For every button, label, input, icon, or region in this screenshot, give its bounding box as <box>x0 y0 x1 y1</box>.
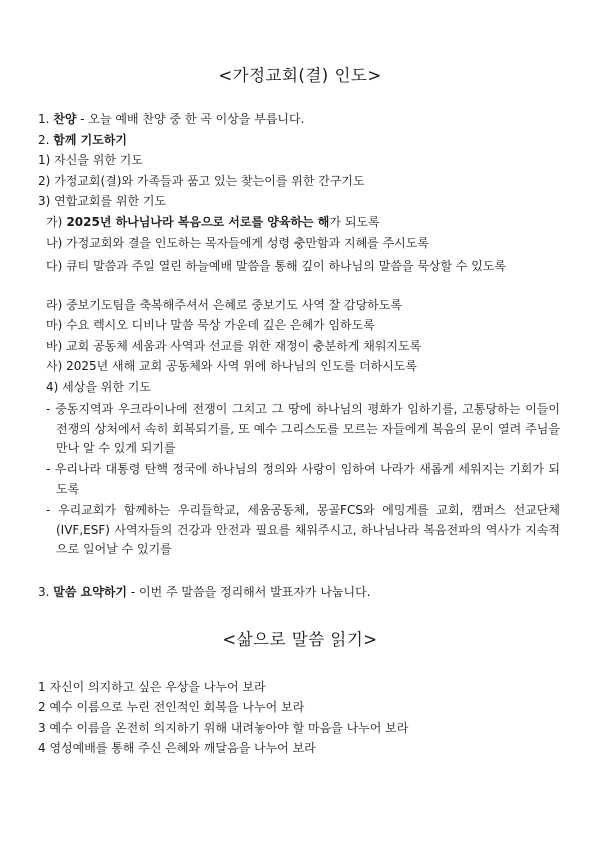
church-prayer-ma: 마) 수요 렉시오 디비나 말씀 묵상 가운데 깊은 은혜가 임하도록 <box>46 318 375 332</box>
world-prayer-ministry: - 우리교회가 함께하는 우리들학교, 세움공동체, 몽골FCS와 에밍게를 교회, 캠퍼스 선교단체(IVF,ESF) 사역자들의 건강과 안전과 필요를 채워주시고, 하나님나라 복음전파의 역사가 지속적으로 일어날 수 있기를 <box>46 503 560 556</box>
item-text-praise: - 오늘 예배 찬양 중 한 곡 이상을 부릅니다. <box>76 112 305 126</box>
question-item: 3 예수 이름을 온전히 의지하기 위해 내려놓아야 할 마음을 나누어 보라 <box>38 721 409 735</box>
section-title-house-church: <가정교회(결) 인도> <box>218 66 382 85</box>
church-prayer-ba: 바) 교회 공동체 세움과 사역과 선교를 위한 재정이 충분하게 채워지도록 <box>46 339 422 353</box>
item-summary <box>38 584 371 600</box>
item-label-prayer: 함께 기도하기 <box>53 133 128 147</box>
sub-prefix: 가) <box>46 215 63 229</box>
yearly-theme: 2025년 하나님나라 복음으로 서로를 양육하는 해 <box>62 215 330 229</box>
item-label-praise: 찬양 <box>53 112 77 126</box>
church-prayer-sa: 사) 2025년 새해 교회 공동체와 사역 위에 하나님의 인도를 더하시도록 <box>46 359 417 373</box>
section-title-word-life: <삶으로 말씀 읽기> <box>222 630 378 649</box>
church-prayer-ra: 라) 중보기도팀을 축복해주셔서 은혜로 중보기도 사역 잘 감당하도록 <box>46 298 402 312</box>
item-number: 3. <box>38 585 50 599</box>
item-number: 1. <box>38 112 50 126</box>
question-item: 4 영성예배를 통해 주신 은혜와 깨달음을 나누어 보라 <box>38 741 316 755</box>
church-prayer-ga <box>46 214 380 230</box>
church-prayer-da-text: 다) 큐티 말씀과 주일 열린 하늘예배 말씀을 통해 깊이 하나님의 말씀을 묵상할 수 있도록 <box>46 259 506 273</box>
item-text-summary: - 이번 주 말씀을 정리해서 발표자가 나눕니다. <box>127 585 371 599</box>
church-prayer-na: 나) 가정교회와 결을 인도하는 목자들에게 성령 충만함과 지혜를 주시도록 <box>46 236 429 250</box>
sub-suffix: 가 되도록 <box>329 215 380 229</box>
world-prayer-war: - 중동지역과 우크라이나에 전쟁이 그치고 그 땅에 하나님의 평화가 임하기를, 고통당하는 이들이 전쟁의 상처에서 속히 회복되기를, 또 예수 그리스도를 모르는 자들에게 복음의 문이 열려 주님을 만나 알 수 있게 되기를 <box>46 402 560 455</box>
prayer-family: 2) 가정교회(결)와 가족들과 품고 있는 찾는이를 위한 간구기도 <box>38 174 365 188</box>
item-label-summary: 말씀 요약하기 <box>53 585 128 599</box>
prayer-world: 4) 세상을 위한 기도 <box>46 380 151 394</box>
prayer-church: 3) 연합교회를 위한 기도 <box>38 194 167 208</box>
question-item: 1 자신이 의지하고 싶은 우상을 나누어 보라 <box>38 680 266 694</box>
item-number: 2. <box>38 133 50 147</box>
world-prayer-nation: - 우리나라 대통령 탄핵 정국에 하나님의 정의와 사랑이 임하여 나라가 새롭게 세워지는 기회가 되도록 <box>46 462 560 496</box>
question-item: 2 예수 이름으로 누린 전인적인 회복을 나누어 보라 <box>38 700 305 714</box>
item-praise <box>38 111 304 127</box>
item-prayer <box>38 132 127 148</box>
church-prayer-da <box>46 256 546 276</box>
prayer-self: 1) 자신을 위한 기도 <box>38 153 143 167</box>
